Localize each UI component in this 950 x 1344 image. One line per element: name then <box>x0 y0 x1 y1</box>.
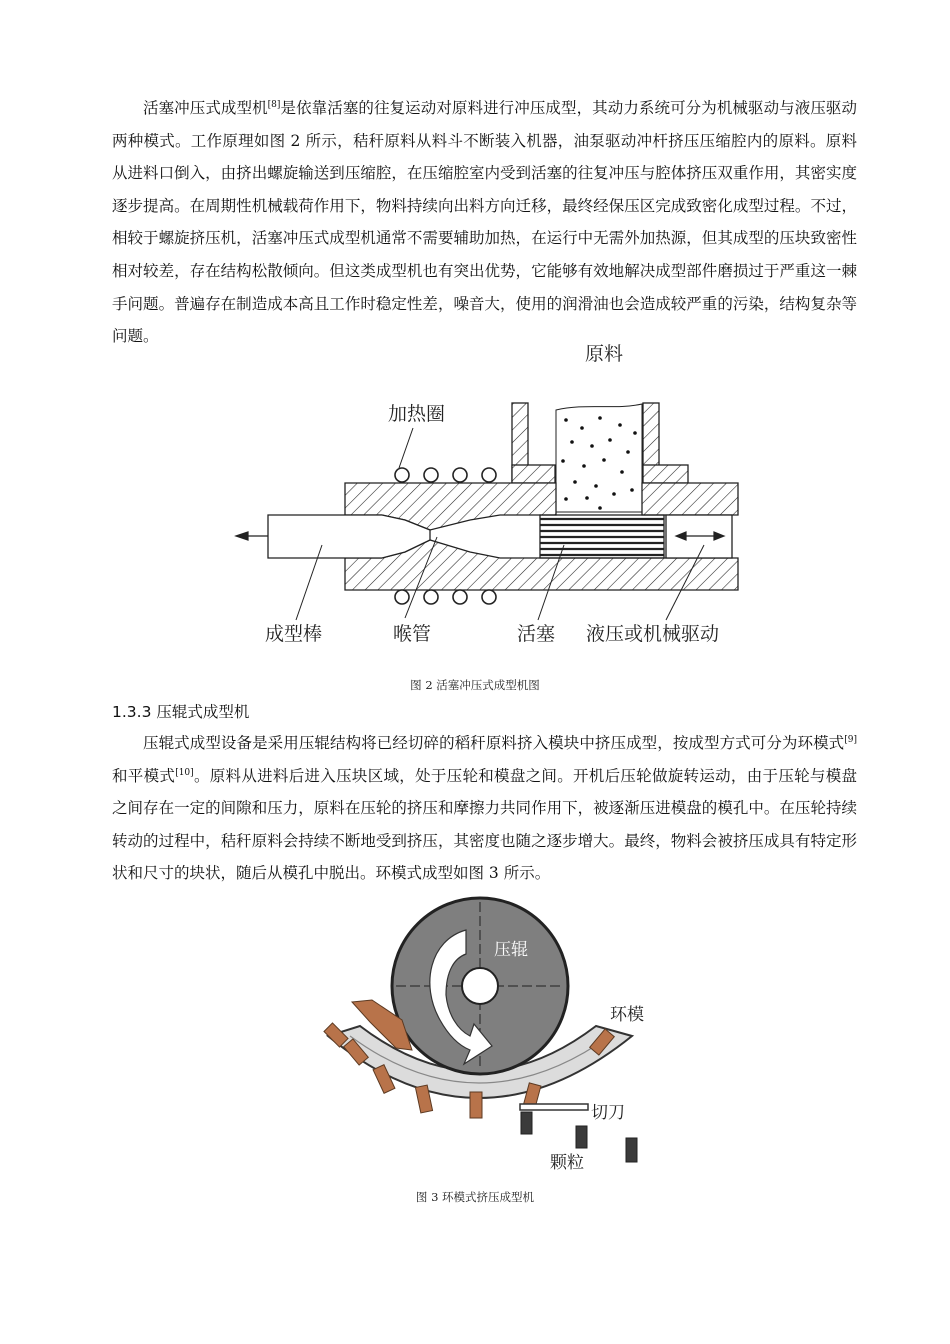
figure-2-caption: 图 2 活塞冲压式成型机图 <box>410 678 540 692</box>
para2-text-3: 。原料从进料后进入压块区域，处于压轮和模盘之间。开机后压轮做旋转运动，由于压轮与模盘之间存在一定的间隙和压力，原料在压轮的挤压和摩擦力共同作用下，被逐渐压进模盘的模孔中。在压轮持续转动的过程中，秸秆原料会持续不断地受到挤压，其密度也随之逐步增大。最终，物料会被挤压成具有特定形状和尺寸的块状，随后从模孔中脱出。环模式成型如图 3 所示。 <box>112 766 857 883</box>
cutter-blade <box>520 1104 588 1110</box>
label-press-roller: 压辊 <box>494 940 528 960</box>
label-material: 原料 <box>585 343 624 365</box>
citation-10[interactable]: [10] <box>175 767 194 778</box>
label-drive: 液压或机械驱动 <box>586 623 720 645</box>
label-piston: 活塞 <box>517 623 556 645</box>
figure-3-caption: 图 3 环模式挤压成型机 <box>415 1190 535 1204</box>
label-ring-die: 环模 <box>610 1005 644 1025</box>
citation-8[interactable]: [8] <box>267 100 281 110</box>
para2-text-2: 和平模式 <box>112 766 176 785</box>
label-throat: 喉管 <box>393 623 432 645</box>
section-heading: 1.3.3 压辊式成型机 <box>112 703 250 721</box>
label-pellets: 颗粒 <box>550 1153 584 1173</box>
para2-text-1: 压辊式成型设备是采用压辊结构将已经切碎的稻秆原料挤入模块中挤压成型，按成型方式可分为环模式 <box>143 734 845 752</box>
label-heater: 加热圈 <box>388 403 446 425</box>
roller-hub <box>462 968 498 1004</box>
label-forming-rod: 成型棒 <box>265 623 323 645</box>
label-cutter: 切刀 <box>591 1103 625 1123</box>
para1-text-2: 是依靠活塞的往复运动对原料进行冲压成型，其动力系统可分为机械驱动与液压驱动两种模式。工作原理如图 2 所示，秸秆原料从料斗不断装入机器，油泵驱动冲杆挤压压缩腔内的原料。原料从进料口倒入，由挤出螺旋输送到压缩腔，在压缩腔室内受到活塞的往复冲压与腔体挤压双重作用，其密实度逐步提高。在周期性机械载荷作用下，物料持续向出料方向迁移，最终经保压区完成致密化成型过程。不过，相较于螺旋挤压机，活塞冲压式成型机通常不需要辅助加热，在运行中无需外加热源，但其成型的压块致密性相对较差，存在结构松散倾向。但这类成型机也有突出优势，它能够有效地解决成型部件磨损过于严重这一棘手问题。普遍存在制造成本高且工作时稳定性差，噪音大，使用的润滑油也会造成较严重的污染，结构复杂等问题。 <box>112 99 857 346</box>
para1-text-1: 活塞冲压式成型机 <box>143 99 268 117</box>
citation-9[interactable]: [9] <box>844 735 857 745</box>
